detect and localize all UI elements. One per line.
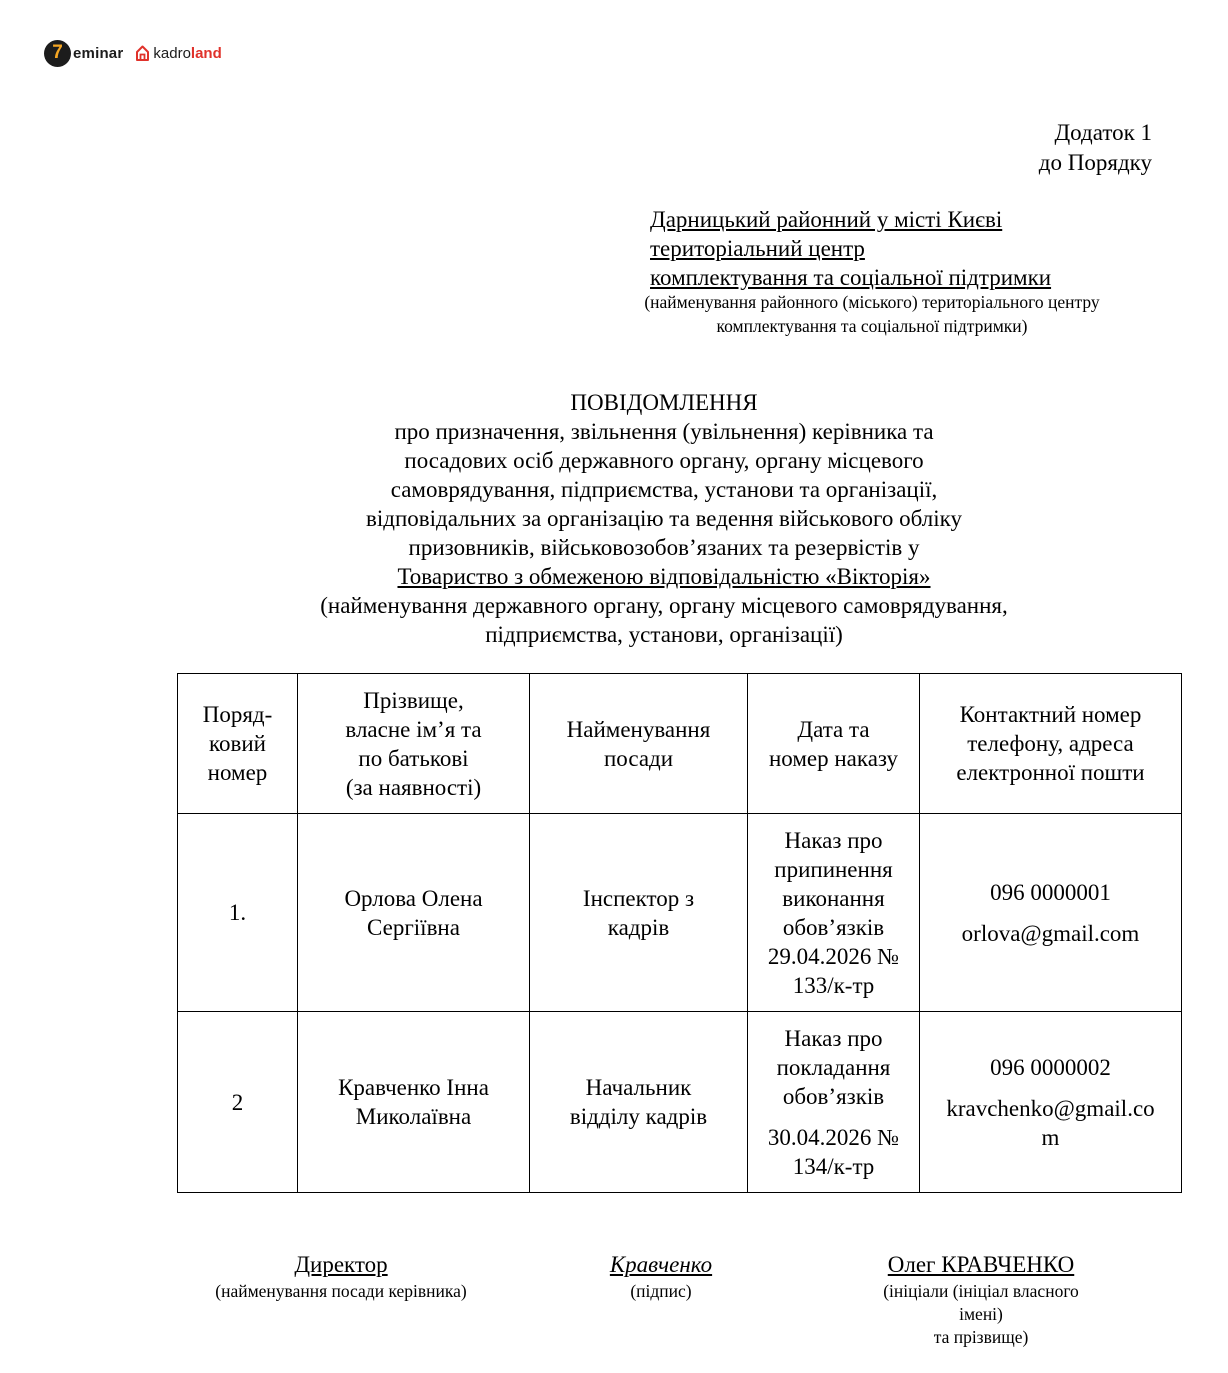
notice-line-4: відповідальних за організацію та ведення військового обліку bbox=[366, 506, 962, 531]
row-order: Наказ про припинення виконання обов’язків 29.04.2026 № 133/к-тр bbox=[748, 814, 920, 1012]
signature: Кравченко bbox=[609, 1252, 713, 1277]
manager-position: Директор bbox=[294, 1252, 388, 1277]
notice-line-2: посадових осіб державного органу, органу місцевого bbox=[404, 448, 924, 473]
signature-note: (підпис) bbox=[630, 1281, 692, 1301]
organization-name: Товариство з обмеженою відповідальністю «Вікторія» bbox=[397, 564, 931, 589]
row-phone: 096 0000002 bbox=[990, 1054, 1111, 1080]
appendix-line-1: Додаток 1 bbox=[1054, 120, 1152, 145]
notice-title-block bbox=[264, 388, 1064, 649]
header-order: Дата та номер наказу bbox=[748, 674, 920, 814]
signature-name-block bbox=[855, 1250, 1107, 1349]
row-contacts bbox=[920, 814, 1182, 1012]
addressee-line-2: територіальний центр bbox=[650, 236, 865, 261]
row-number: 1. bbox=[178, 814, 298, 1012]
row-phone: 096 0000001 bbox=[990, 879, 1111, 905]
header-contacts: Контактний номер телефону, адреса електронної пошти bbox=[920, 674, 1182, 814]
addressee bbox=[650, 205, 1051, 292]
manager-name-note-line-1: (ініціали (ініціал власного bbox=[883, 1281, 1079, 1301]
header-full-name: Прізвище, власне ім’я та по батькові (за наявності) bbox=[298, 674, 530, 814]
notice-line-1: про призначення, звільнення (увільнення) керівника та bbox=[394, 419, 934, 444]
addressee-note bbox=[560, 290, 1184, 338]
addressee-line-3: комплектування та соціальної підтримки bbox=[650, 265, 1052, 290]
table-row bbox=[178, 1012, 1182, 1193]
appendix-reference bbox=[1039, 118, 1152, 178]
seminar-logo-text: eminar bbox=[73, 44, 124, 62]
manager-name-note-line-2: імені) bbox=[959, 1304, 1003, 1324]
manager-position-note: (найменування посади керівника) bbox=[215, 1281, 467, 1301]
notice-line-5: призовників, військовозобов’язаних та резервістів у bbox=[408, 535, 920, 560]
notice-line-3: самоврядування, підприємства, установи та організації, bbox=[390, 477, 938, 502]
row-number: 2 bbox=[178, 1012, 298, 1193]
manager-name-note-line-3: та прізвище) bbox=[933, 1327, 1029, 1347]
officials-table bbox=[177, 673, 1182, 1193]
addressee-note-line-1: (найменування районного (міського) територіального центру bbox=[644, 292, 1100, 312]
seminar-logo-mark: 7 bbox=[44, 40, 71, 67]
signature-block bbox=[560, 1250, 762, 1303]
row-full-name: Орлова Олена Сергіївна bbox=[298, 814, 530, 1012]
kadroland-house-icon bbox=[135, 44, 150, 62]
notice-heading: ПОВІДОМЛЕННЯ bbox=[570, 390, 758, 415]
row-contacts bbox=[920, 1012, 1182, 1193]
signature-position-block bbox=[180, 1250, 502, 1303]
manager-name: Олег КРАВЧЕНКО bbox=[887, 1252, 1075, 1277]
kadroland-logo-text: kadroland bbox=[153, 44, 222, 62]
addressee-note-line-2: комплектування та соціальної підтримки) bbox=[716, 316, 1028, 336]
header-number: Поряд- ковий номер bbox=[178, 674, 298, 814]
addressee-line-1: Дарницький районний у місті Києві bbox=[650, 207, 1003, 232]
header-position: Найменування посади bbox=[530, 674, 748, 814]
header-logos bbox=[44, 38, 222, 68]
table-row bbox=[178, 814, 1182, 1012]
organization-note-line-1: (найменування державного органу, органу місцевого самоврядування, bbox=[320, 593, 1008, 618]
appendix-line-2: до Порядку bbox=[1038, 150, 1152, 175]
row-email: kravchenko@gmail.co bbox=[946, 1095, 1155, 1121]
organization-note-line-2: підприємства, установи, організації) bbox=[485, 622, 843, 647]
seminar-logo bbox=[44, 40, 123, 67]
row-order: Наказ про покладання обов’язків 30.04.2026 № 134/к-тр bbox=[748, 1012, 920, 1193]
row-position: Інспектор з кадрів bbox=[530, 814, 748, 1012]
table-header-row bbox=[178, 674, 1182, 814]
kadroland-logo bbox=[135, 44, 221, 62]
row-email: orlova@gmail.com bbox=[961, 920, 1140, 946]
row-position: Начальник відділу кадрів bbox=[530, 1012, 748, 1193]
row-full-name: Кравченко Інна Миколаївна bbox=[298, 1012, 530, 1193]
row-email-continued: m bbox=[1041, 1124, 1060, 1150]
